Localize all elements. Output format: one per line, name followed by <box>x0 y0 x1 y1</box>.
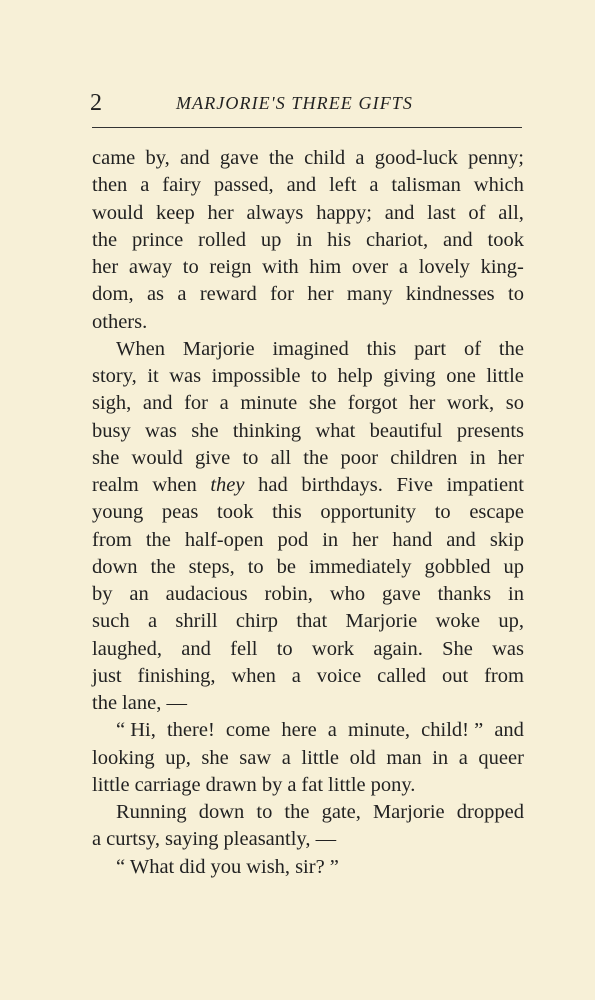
text-word: a <box>287 773 297 796</box>
text-word: this <box>366 337 397 360</box>
text-word: was <box>169 365 202 387</box>
text-word: as <box>146 283 165 306</box>
text-line <box>92 472 524 499</box>
text-word: up, <box>165 746 191 769</box>
text-word: out <box>441 664 469 687</box>
text-word: it <box>147 365 159 387</box>
text-word: gave <box>219 147 259 169</box>
text-word: escape <box>469 501 524 524</box>
text-word: rolled <box>198 228 246 251</box>
text-word: a <box>281 746 291 769</box>
text-word: they <box>210 474 245 496</box>
running-title: MARJORIE'S THREE GIFTS <box>176 93 414 113</box>
text-word: passed, <box>213 174 274 197</box>
text-line <box>92 554 524 581</box>
text-word: realm <box>92 474 139 496</box>
text-word: talisman <box>391 174 461 197</box>
text-word: took <box>487 228 524 251</box>
text-word: for <box>184 392 209 415</box>
text-word: in <box>508 583 524 605</box>
text-word: prince <box>131 228 184 251</box>
text-word: part <box>414 337 447 360</box>
text-word: what <box>315 419 356 442</box>
text-word: by, <box>145 147 170 169</box>
text-word: and <box>494 719 524 742</box>
text-word: Running <box>116 801 187 823</box>
text-word: saw <box>239 746 272 769</box>
text-word: happy; <box>316 201 372 224</box>
text-line <box>92 363 524 390</box>
text-word: little <box>328 773 366 796</box>
text-line <box>92 309 524 336</box>
text-word: Five <box>396 474 433 496</box>
text-word: up <box>260 228 282 251</box>
text-word: and <box>446 528 476 551</box>
text-word: from <box>92 528 132 551</box>
text-word: last <box>427 201 456 224</box>
text-word: with <box>262 256 299 278</box>
text-word: to <box>247 555 264 578</box>
text-word: one <box>446 365 476 387</box>
text-word: such <box>92 610 130 633</box>
text-word: birthdays. <box>301 474 383 496</box>
text-word: so <box>505 392 524 415</box>
text-word: all, <box>498 201 524 224</box>
text-word: woke <box>435 610 481 633</box>
text-word: pony. <box>370 773 416 796</box>
text-word: thanks <box>437 583 492 605</box>
body-text <box>92 145 524 881</box>
text-word: robin, <box>264 583 313 605</box>
text-word: and <box>142 392 173 415</box>
text-word: called <box>377 664 427 687</box>
text-word: be <box>276 555 296 578</box>
text-word: her <box>409 392 436 415</box>
text-word: when <box>231 664 276 687</box>
text-word: and <box>443 228 473 251</box>
text-word: little <box>92 773 130 796</box>
text-word: poor <box>340 446 379 469</box>
text-line <box>92 854 524 881</box>
text-word: a <box>92 828 102 851</box>
text-word: her <box>307 283 334 306</box>
text-word: was <box>145 419 177 442</box>
text-line <box>92 172 524 199</box>
text-word: lane, — <box>122 692 187 714</box>
text-word: “ Hi, <box>116 719 156 742</box>
text-word: her <box>92 256 119 278</box>
text-word: a <box>398 256 409 278</box>
text-word: peas <box>161 501 199 524</box>
text-word: help <box>337 365 373 387</box>
text-word: come <box>225 719 271 742</box>
text-word: voice <box>316 664 362 687</box>
text-word: took <box>217 501 254 524</box>
text-word: and <box>286 174 317 197</box>
text-line <box>92 254 524 281</box>
text-word: fell <box>230 637 258 660</box>
text-line <box>92 145 524 172</box>
text-line <box>92 227 524 254</box>
text-word: when <box>152 474 197 496</box>
text-word: again. <box>373 637 423 660</box>
text-word: little <box>486 365 524 387</box>
text-word: “ What <box>116 855 175 878</box>
header-rule <box>92 127 522 128</box>
text-word: up <box>503 555 524 578</box>
text-word: king- <box>480 256 524 278</box>
text-word: in <box>469 446 486 469</box>
text-word: she <box>201 746 229 769</box>
text-line <box>92 445 524 472</box>
text-line <box>92 200 524 227</box>
text-word: that <box>296 610 328 633</box>
text-line <box>92 663 524 690</box>
text-word: which <box>473 174 524 197</box>
text-word: drawn <box>205 773 257 796</box>
text-word: down <box>198 801 245 823</box>
text-line <box>92 745 524 772</box>
text-word: impatient <box>446 474 524 496</box>
text-word: of <box>463 337 482 360</box>
text-line <box>92 418 524 445</box>
text-word: her <box>497 446 524 469</box>
text-word: just <box>92 664 122 687</box>
text-word: audacious <box>165 583 248 605</box>
text-word: looking <box>92 746 155 769</box>
text-line <box>92 527 524 554</box>
text-line <box>92 390 524 417</box>
text-word: reward <box>199 283 257 306</box>
text-word: give <box>194 446 231 469</box>
text-word: immediately <box>308 555 412 578</box>
text-word: to <box>434 501 451 524</box>
text-word: forgot <box>347 392 398 415</box>
text-word: pod <box>277 528 309 551</box>
text-line <box>92 499 524 526</box>
text-word: did <box>179 855 206 878</box>
text-word: curtsy, <box>106 828 161 851</box>
text-word: finishing, <box>137 664 216 687</box>
text-word: there! <box>166 719 215 742</box>
text-line <box>92 636 524 663</box>
text-word: fat <box>301 773 324 796</box>
text-line <box>92 690 524 717</box>
text-word: then <box>92 174 128 197</box>
text-word: the <box>284 801 310 823</box>
text-word: beautiful <box>369 419 443 442</box>
text-word: steps, <box>188 555 235 578</box>
text-word: would <box>92 201 144 224</box>
text-word: in <box>432 746 449 769</box>
text-word: the <box>303 446 329 469</box>
text-word: gobbled <box>424 555 491 578</box>
text-word: left <box>329 174 357 197</box>
text-word: all <box>270 446 292 469</box>
text-word: carriage <box>134 773 201 796</box>
text-word: she <box>191 419 219 442</box>
text-word: her <box>352 528 379 551</box>
text-word: and <box>384 201 415 224</box>
text-word: old <box>349 746 376 769</box>
text-word: little <box>301 746 339 769</box>
text-word: chirp <box>235 610 279 633</box>
text-word: her <box>207 201 234 224</box>
text-word: thinking <box>232 419 302 442</box>
running-head <box>90 88 530 118</box>
text-line <box>92 799 524 826</box>
text-word: wish, <box>246 855 291 878</box>
text-word: this <box>272 501 302 524</box>
text-word: a <box>140 174 150 197</box>
text-word: the <box>268 147 294 169</box>
text-word: in <box>322 528 339 551</box>
text-line <box>92 826 524 853</box>
text-word: shrill <box>175 610 218 633</box>
text-word: the <box>145 528 171 551</box>
text-word: child <box>304 147 346 169</box>
text-word: man <box>386 746 422 769</box>
text-word: up, <box>498 610 524 633</box>
text-word: by <box>92 583 113 605</box>
text-word: sir? ” <box>295 855 339 878</box>
text-word: fairy <box>162 174 201 197</box>
text-word: children <box>390 446 458 469</box>
text-word: good-luck <box>374 147 458 169</box>
text-word: opportunity <box>320 501 417 524</box>
text-word: you <box>210 855 242 878</box>
text-word: here <box>281 719 317 742</box>
text-word: dropped <box>456 801 524 823</box>
text-word: reign <box>209 256 252 278</box>
text-word: from <box>484 664 524 687</box>
text-word: a <box>369 174 379 197</box>
text-word: minute <box>240 392 298 415</box>
text-word: a <box>147 610 158 633</box>
text-word: a <box>355 147 365 169</box>
text-word: saying <box>165 828 219 851</box>
text-line <box>92 281 524 308</box>
page-number: 2 <box>90 90 102 116</box>
text-word: the <box>150 555 176 578</box>
text-word: pleasantly, — <box>223 828 337 851</box>
text-word: a <box>458 746 468 769</box>
text-word: kindnesses <box>405 283 495 306</box>
text-word: who <box>329 583 366 605</box>
text-word: and <box>180 147 210 169</box>
text-word: the <box>498 337 524 360</box>
text-word: Marjorie <box>372 801 445 823</box>
text-word: to <box>182 256 199 278</box>
text-word: hand <box>392 528 433 551</box>
text-word: was <box>492 637 524 660</box>
text-word: away <box>128 256 173 278</box>
text-word: an <box>129 583 149 605</box>
text-line <box>92 772 524 799</box>
text-word: a <box>219 392 229 415</box>
text-word: work, <box>446 392 495 415</box>
text-word: in <box>296 228 313 251</box>
text-word: came <box>92 147 136 169</box>
text-word: to <box>508 283 524 306</box>
text-word: down <box>92 555 138 578</box>
text-word: a <box>177 283 187 306</box>
text-word: She <box>442 637 473 660</box>
text-word: had <box>258 474 288 496</box>
text-line <box>92 717 524 744</box>
text-word: over <box>351 256 389 278</box>
text-word: chariot, <box>366 228 429 251</box>
text-word: and <box>181 637 211 660</box>
text-word: imagined <box>272 337 349 360</box>
text-word: lovely <box>418 256 470 278</box>
text-word: the <box>92 692 118 714</box>
text-word: his <box>327 228 352 251</box>
text-word: laughed, <box>92 637 163 660</box>
text-word: to <box>276 637 293 660</box>
text-word: would <box>131 446 183 469</box>
text-word: gate, <box>321 801 361 823</box>
text-word: to <box>256 801 273 823</box>
text-word: When <box>116 337 165 360</box>
text-word: to <box>311 365 327 387</box>
text-word: half-open <box>184 528 264 551</box>
text-word: she <box>92 446 120 469</box>
text-word: dom, <box>92 283 134 306</box>
text-word: penny; <box>468 147 524 169</box>
text-word: child! ” <box>421 719 484 742</box>
text-word: Marjorie <box>182 337 255 360</box>
text-word: sigh, <box>92 392 132 415</box>
text-word: always <box>246 201 304 224</box>
text-word: Marjorie <box>345 610 418 633</box>
text-word: skip <box>489 528 524 551</box>
text-word: busy <box>92 419 131 442</box>
text-word: of <box>468 201 486 224</box>
text-word: she <box>308 392 337 415</box>
text-word: queer <box>478 746 524 769</box>
text-word: gave <box>382 583 421 605</box>
text-word: young <box>92 501 144 524</box>
text-word: a <box>327 719 337 742</box>
text-word: story, <box>92 365 137 387</box>
text-word: keep <box>156 201 195 224</box>
text-word: impossible <box>211 365 301 387</box>
text-word: by <box>261 773 283 796</box>
text-word: minute, <box>348 719 411 742</box>
text-word: many <box>346 283 393 306</box>
text-word: work <box>311 637 355 660</box>
text-word: to <box>242 446 259 469</box>
text-word: him <box>309 256 342 278</box>
text-line <box>92 608 524 635</box>
text-word: others. <box>92 310 148 333</box>
text-word: a <box>291 664 301 687</box>
text-word: for <box>270 283 295 306</box>
text-word: the <box>92 228 118 251</box>
text-line <box>92 581 524 608</box>
text-line <box>92 336 524 363</box>
text-word: giving <box>383 365 436 387</box>
text-word: presents <box>456 419 524 442</box>
